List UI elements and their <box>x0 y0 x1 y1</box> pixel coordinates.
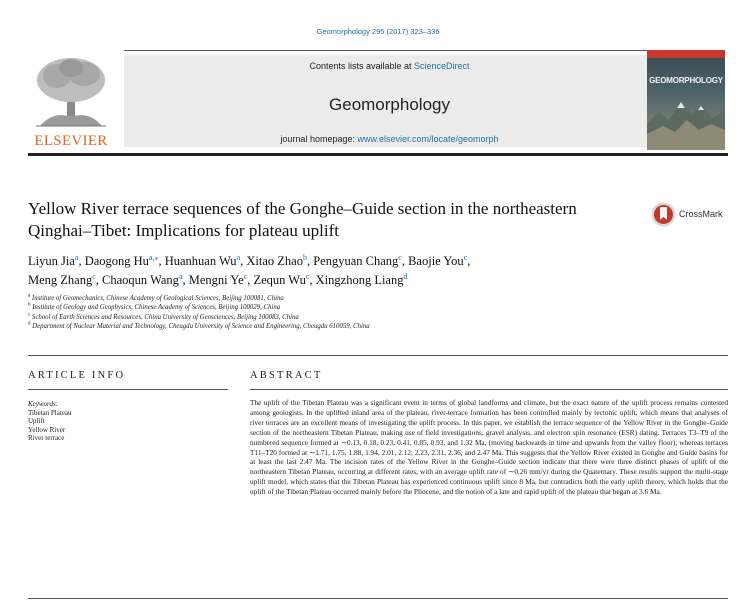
journal-homepage-line <box>124 134 655 144</box>
author-affiliation-marker[interactable]: c <box>243 271 248 281</box>
abstract-rule <box>250 389 728 390</box>
header-top-rule <box>124 50 655 51</box>
affiliation-text: Institute of Geomechanics, Chinese Academy of Geological Sciences, Beijing 100081, China <box>30 295 284 302</box>
author-name[interactable] <box>165 254 240 268</box>
author-affiliation-marker[interactable]: a <box>74 252 79 262</box>
crossmark-icon <box>651 202 676 227</box>
sciencedirect-link[interactable]: ScienceDirect <box>414 61 470 71</box>
author-name-text: Xitao Zhao <box>246 254 303 268</box>
homepage-link[interactable]: www.elsevier.com/locate/geomorph <box>357 134 499 144</box>
author-list: Liyun Jia$^a$, Daogong $Hu^{a,⁎}$, Huanhuan Wu$^a$, Xitao Zhao$^b$, Pengyuan Chang$^c$, Baojie You$^c$, Meng Zhang$^c$, Chaoqun Wang$^a$, Mengni Ye$^c$, Zequn Wu$^c$, Xingzhong Liang$^d$ <box>28 252 471 287</box>
abstract-text: The uplift of the Tibetan Plateau was a significant event in terms of global landforms and climate, but the exact nature of the uplift process remains contested among geologists. In the uplifted inland area of the plateau, river-terrace formation has been controlled mainly by tectonic uplift, which means that analyses of river terraces are an excellent means of investigating the uplift process. In this paper, we establish the terrace sequence of the Yellow River in the Gonghe–Guide section of the northeastern Tibetan Plateau, making use of field investigations, gravel analysis, and electron spin resonance (ESR) dating. Terraces T3–T9 of the numbered sequence formed at ∼0.13, 0.18, 0.23, 0.41, 0.85, 0.93, and 1.32 Ma, (moving backwards in time and upwards from the valley floor), whereas terraces T11–T20 formed at ∼1.71, 1.75, 1.88, 1.94, 2.01, 2.12, 2.23, 2.31, 2.36, and 2.47 Ma. This suggests that the Yellow River existed in Gonghe and Guide basins for at least the last 2.47 Ma. The incision rates of the Yellow River in the Gonghe–Guide section indicate that there were three distinct phases of uplift of the northeastern Tibetan Plateau, occurring at different rates, with an average uplift rate of ∼0.26 mm/yr during the Quaternary. These results support the multi-stage uplift model, which states that the Tibetan Plateau has experienced continuous uplift since 8 Ma, but contradicts both the early uplift theory, which holds that the uplift of the Tibetan Plateau occurred mainly before the Pliocene, and the notion of a late and rapid uplift of the plateau that began at 3.6 Ma. <box>250 398 728 497</box>
journal-banner <box>124 55 655 147</box>
author-name-text: Xingzhong Liang <box>315 273 404 287</box>
affiliation-text: Department of Nuclear Material and Technology, Cheugdu University of Science and Engineering, Cheugdu 610059, China <box>30 322 370 330</box>
author-name-text: Liyun Jia <box>28 254 75 268</box>
author-affiliation-marker[interactable]: c <box>398 252 402 262</box>
author-name[interactable] <box>28 273 96 287</box>
cover-red-strip <box>647 50 725 58</box>
author-name[interactable] <box>102 273 182 287</box>
cover-title: GEOMORPHOLOGY <box>649 76 723 85</box>
author-affiliation-marker[interactable]: c <box>92 271 96 281</box>
affiliation-marker: a <box>28 293 31 299</box>
author-name[interactable] <box>253 273 309 287</box>
affiliation-marker: b <box>28 303 31 309</box>
author-affiliation-marker[interactable]: a <box>236 252 241 262</box>
elsevier-logo[interactable] <box>28 56 114 150</box>
article-info-rule <box>28 389 228 390</box>
author-affiliation-marker[interactable]: b <box>302 252 307 262</box>
contents-prefix: Contents lists available at <box>309 61 415 71</box>
author-name[interactable] <box>28 254 78 268</box>
elsevier-wordmark: ELSEVIER <box>34 133 108 149</box>
journal-citation[interactable]: Geomorphology 295 (2017) 323–336 <box>316 27 440 36</box>
abstract-heading: ABSTRACT <box>250 370 323 381</box>
bottom-rule <box>28 598 728 599</box>
author-name-text: Daogong Hu <box>84 254 149 268</box>
author-name-text: Huanhuan Wu <box>164 254 237 268</box>
journal-header <box>28 50 728 153</box>
journal-cover[interactable] <box>647 50 725 150</box>
article-title: Yellow River terrace sequences of the Gonghe–Guide section in the northeastern Qinghai–Tibet: Implications for plateau uplift <box>28 199 577 240</box>
affiliation-item <box>28 294 688 303</box>
author-affiliation-marker[interactable]: a <box>178 271 183 281</box>
author-name[interactable] <box>85 254 159 268</box>
author-name-text: Chaoqun Wang <box>102 273 179 287</box>
contents-line <box>124 61 655 71</box>
crossmark-badge[interactable] <box>651 202 731 230</box>
section-divider <box>28 355 728 356</box>
author-affiliation-marker[interactable]: d <box>403 271 408 281</box>
keyword-item[interactable]: Uplift <box>28 417 45 426</box>
author-name-text: Baojie You <box>408 254 464 268</box>
crossmark-label: CrossMark <box>679 209 723 219</box>
author-name[interactable] <box>189 273 247 287</box>
author-name[interactable] <box>316 273 408 287</box>
author-name-text: Pengyuan Chang <box>313 254 399 268</box>
elsevier-tree-icon <box>32 56 110 128</box>
affiliation-item <box>28 313 688 322</box>
keywords-label: Keywords: <box>28 400 59 408</box>
journal-title: Geomorphology <box>329 95 450 114</box>
keyword-item[interactable]: Yellow River <box>28 425 66 434</box>
affiliation-item <box>28 322 688 331</box>
affiliation-marker: c <box>28 312 31 318</box>
article-info-heading: ARTICLE INFO <box>28 370 126 381</box>
keywords-block <box>28 400 228 443</box>
keyword-item[interactable]: Tibetan Plateau <box>28 408 72 417</box>
keyword-item[interactable]: River terrace <box>28 434 65 443</box>
affiliation-marker: d <box>28 321 31 327</box>
author-name-text: Zequn Wu <box>253 273 306 287</box>
affiliation-text: Institute of Geology and Geophysics, Chinese Academy of Sciences, Beijing 100029, China <box>30 304 281 312</box>
author-affiliation-marker[interactable]: c <box>305 271 310 281</box>
author-affiliation-marker[interactable]: c <box>463 252 468 262</box>
header-bottom-rule <box>28 153 728 156</box>
author-name[interactable] <box>246 254 307 268</box>
author-name[interactable] <box>313 254 402 268</box>
affiliation-item <box>28 303 688 312</box>
cover-mountain-image <box>647 90 725 150</box>
homepage-prefix: journal homepage: <box>280 134 358 144</box>
author-name-text: Meng Zhang <box>28 273 93 287</box>
author-affiliation-marker[interactable]: a,⁎ <box>148 252 159 262</box>
author-name[interactable] <box>408 254 467 268</box>
affiliation-list <box>28 294 688 331</box>
author-name-text: Mengni Ye <box>188 273 244 287</box>
affiliation-text: School of Earth Sciences and Resources, China University of Geosciences, Beijing 100083, China <box>30 313 299 321</box>
